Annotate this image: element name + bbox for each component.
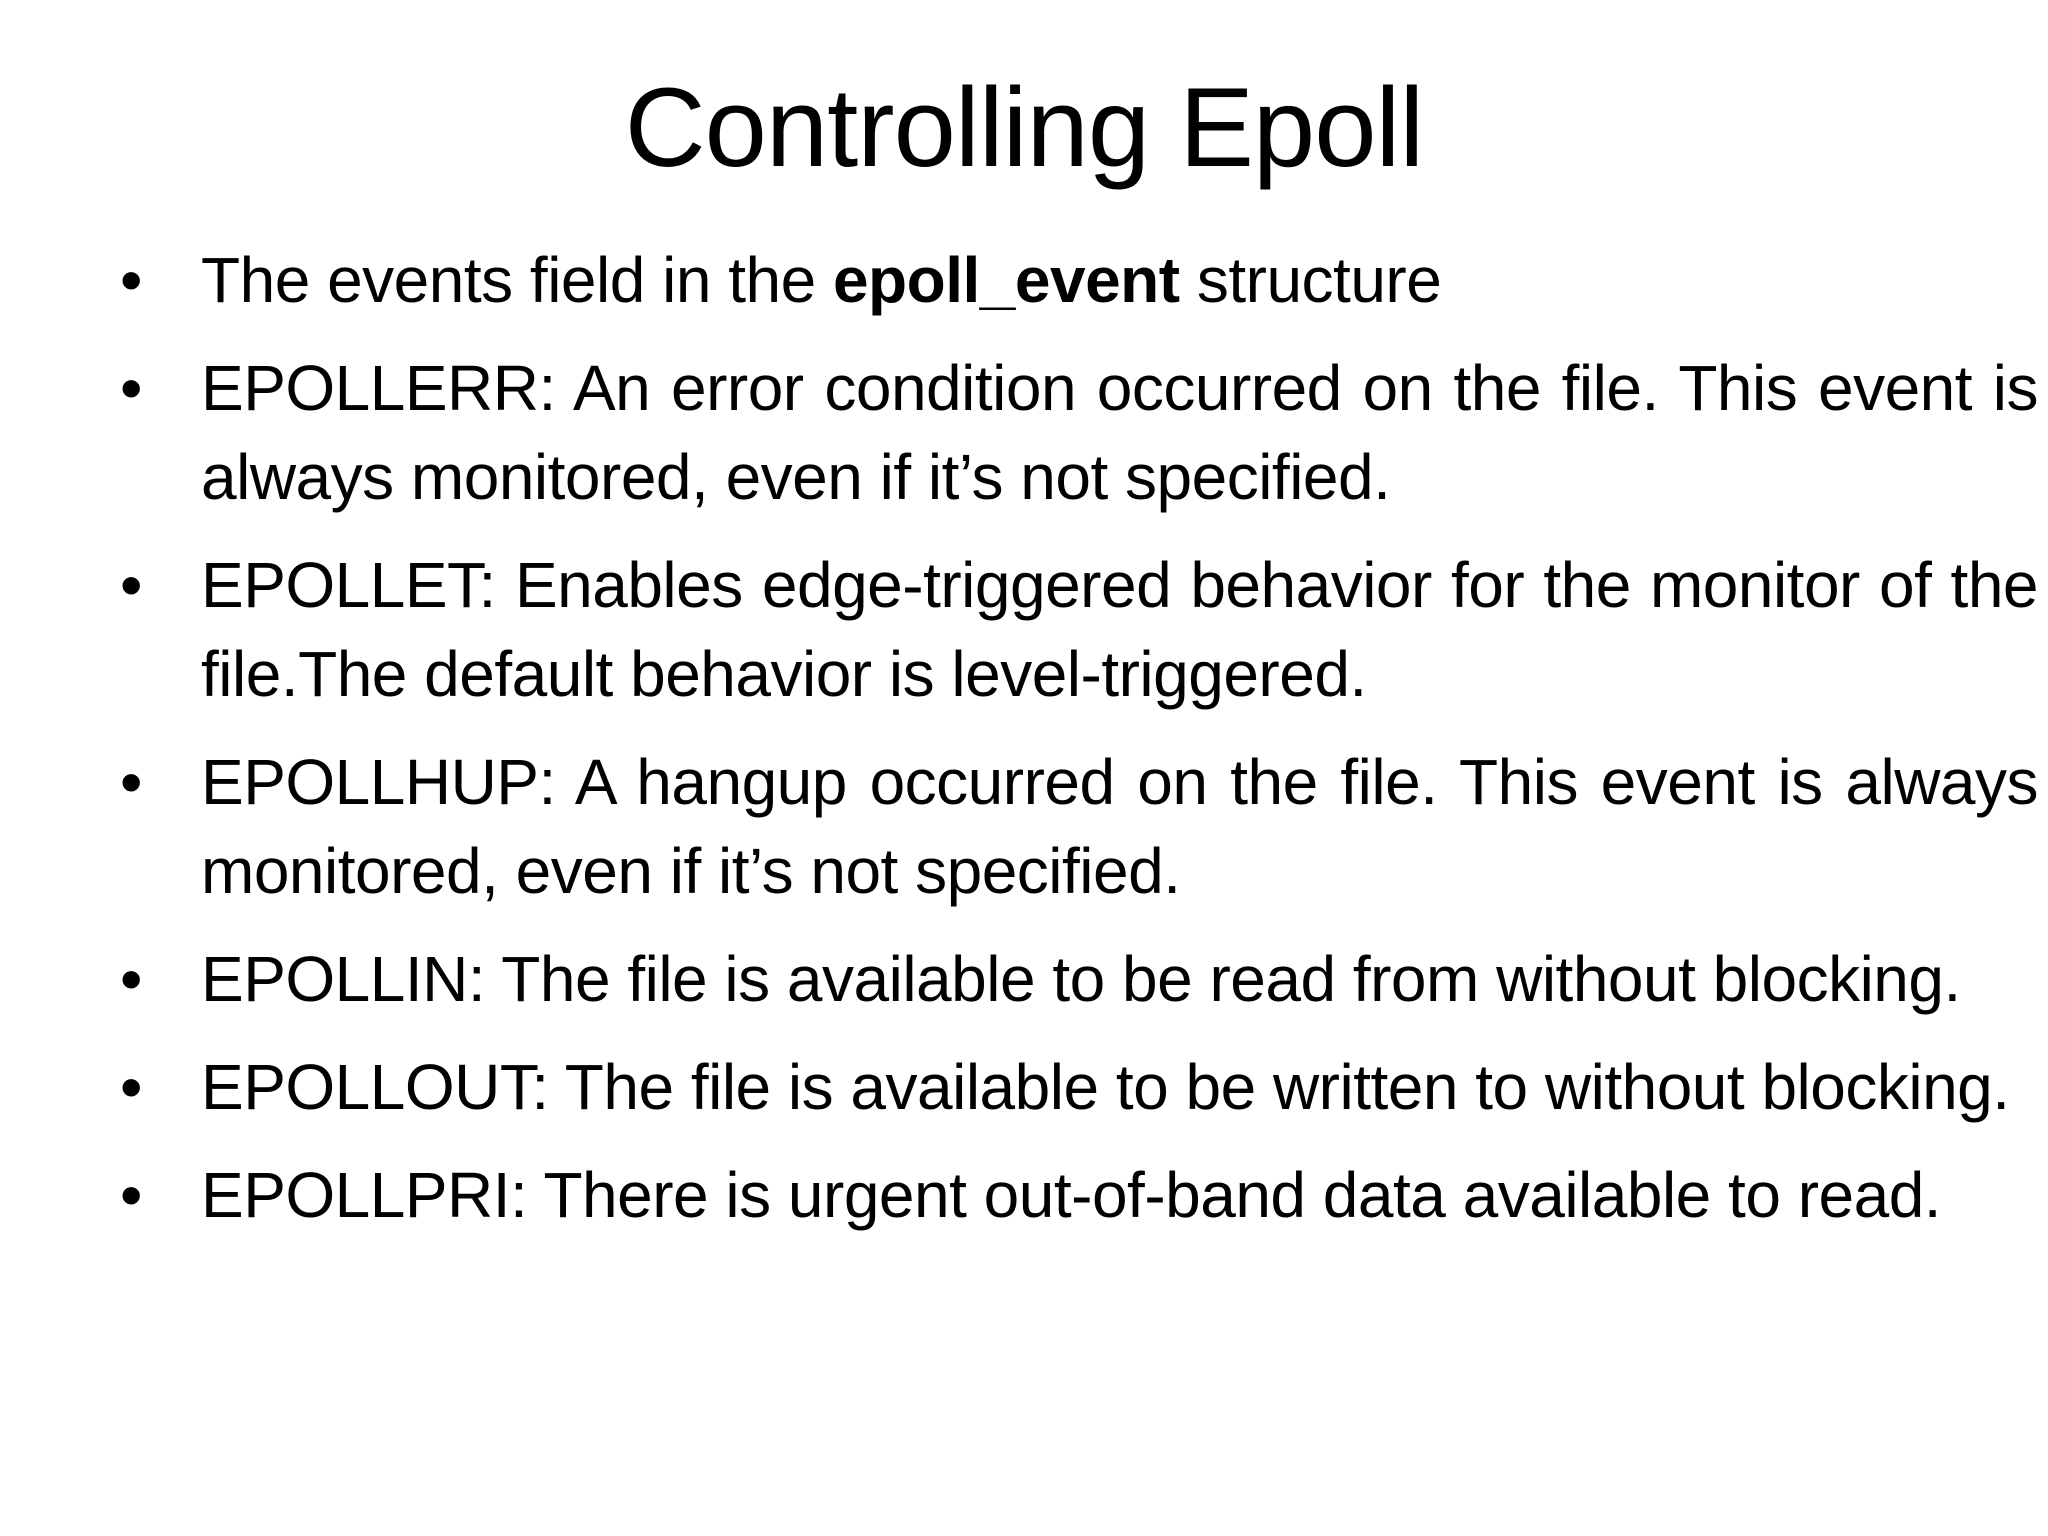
bullet-text: A hangup occurred on the file. This event is always monitored, even if it’s not specified. — [201, 746, 2038, 907]
bullet-term: EPOLLPRI: — [201, 1159, 528, 1231]
bullet-item-intro — [120, 236, 2038, 325]
bullet-term: EPOLLIN: — [201, 943, 486, 1015]
bullet-term: EPOLLET: — [201, 549, 496, 621]
bullet-item-epollet — [120, 541, 2038, 719]
bullet-item-epollout — [120, 1043, 2038, 1132]
bullet-item-epollin — [120, 935, 2038, 1024]
bullet-text: The file is available to be written to without blocking. — [548, 1051, 2010, 1123]
bullet-list — [120, 236, 2038, 1259]
bullet-item-epollpri — [120, 1151, 2038, 1240]
bullet-text: There is urgent out-of-band data available to read. — [527, 1159, 1942, 1231]
slide-title: Controlling Epoll — [624, 65, 1424, 190]
bullet-text: The file is available to be read from without blocking. — [485, 943, 1961, 1015]
bullet-item-epollerr — [120, 344, 2038, 522]
bullet-term: EPOLLOUT: — [201, 1051, 549, 1123]
bullet-term: EPOLLERR: — [201, 352, 556, 424]
intro-suffix: structure — [1179, 244, 1442, 316]
intro-structure-name: epoll_event — [832, 244, 1180, 316]
bullet-item-epollhup — [120, 738, 2038, 916]
bullet-text: An error condition occurred on the file. This event is always monitored, even if it’s not specified. — [201, 352, 2038, 513]
bullet-term: EPOLLHUP: — [201, 746, 556, 818]
intro-prefix: The events field in the — [201, 244, 833, 316]
bullet-text: Enables edge-triggered behavior for the monitor of the file.The default behavior is level-triggered. — [201, 549, 2038, 710]
